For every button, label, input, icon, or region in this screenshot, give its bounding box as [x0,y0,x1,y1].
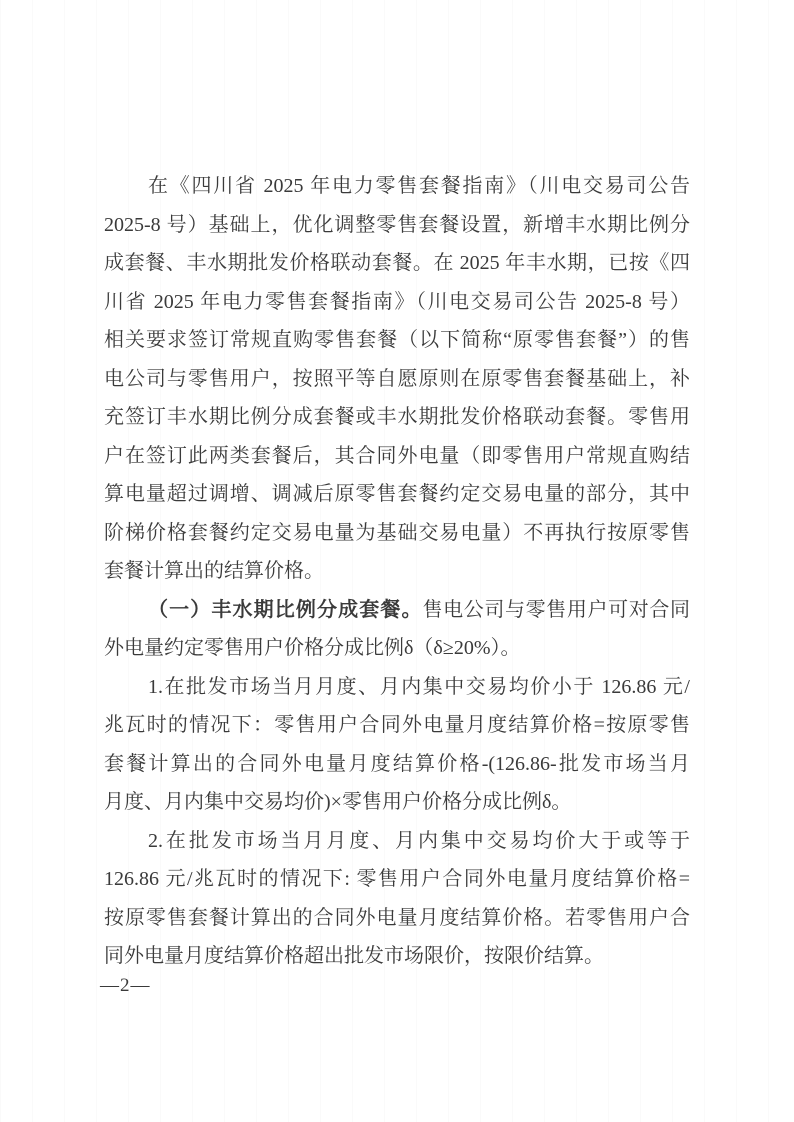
text-line [104,668,690,707]
section-heading-text: （一）丰水期比例分成套餐。 [148,598,423,621]
body-text: 充签订丰水期比例分成套餐或丰水期批发价格联动套餐。零售用 [104,406,690,428]
body-text: 126.86 元/兆瓦时的情况下: 零售用户合同外电量月度结算价格= [104,868,690,890]
body-text: 外电量约定零售用户价格分成比例δ（δ≥20%）。 [104,637,521,659]
text-line [104,514,690,553]
text-line [104,899,690,938]
body-text: 按原零售套餐计算出的合同外电量月度结算价格。若零售用户合 [104,906,690,929]
text-line [104,860,690,899]
text-line [104,475,690,514]
body-text: 售电公司与零售用户可对合同 [422,598,690,621]
text-line [104,360,690,399]
body-text: 阶梯价格套餐约定交易电量为基础交易电量）不再执行按原零售 [104,521,690,544]
text-line [104,591,690,630]
text-line [104,437,690,476]
body-text: 户在签订此两类套餐后，其合同外电量（即零售用户常规直购结 [104,444,690,467]
body-text: 2.在批发市场当月月度、月内集中交易均价大于或等于 [148,829,690,852]
body-text: 1.在批发市场当月月度、月内集中交易均价小于 126.86 元/ [148,675,690,698]
text-line [104,321,690,360]
text-line [104,552,690,591]
body-text: 成套餐、丰水期批发价格联动套餐。在 2025 年丰水期，已按《四 [104,252,690,274]
page-number: —2— [100,975,151,996]
text-line [104,822,690,861]
body-text: 在《四川省 2025 年电力零售套餐指南》（川电交易司公告 [148,175,690,197]
text-line [104,629,690,668]
body-text: 套餐计算出的结算价格。 [104,560,324,582]
document-body [104,167,690,976]
body-text: 相关要求签订常规直购零售套餐（以下简称“原零售套餐”）的售 [104,329,690,351]
text-line [104,745,690,784]
body-text: 套餐计算出的合同外电量月度结算价格-(126.86-批发市场当月 [104,752,690,775]
text-line [104,244,690,283]
body-text: 兆瓦时的情况下：零售用户合同外电量月度结算价格=按原零售 [104,714,690,736]
body-text: 同外电量月度结算价格超出批发市场限价，按限价结算。 [104,945,604,967]
body-text: 电公司与零售用户，按照平等自愿原则在原零售套餐基础上，补 [104,367,690,390]
body-text: 月度、月内集中交易均价)×零售用户价格分成比例δ。 [104,791,572,813]
text-line [104,398,690,437]
text-line [104,706,690,745]
body-text: 2025-8 号）基础上，优化调整零售套餐设置，新增丰水期比例分 [104,213,690,236]
text-line [104,167,690,206]
body-text: 川省 2025 年电力零售套餐指南》（川电交易司公告 2025-8 号） [104,290,690,313]
text-line [104,783,690,822]
text-line [104,206,690,245]
text-line [104,937,690,976]
text-line [104,283,690,322]
body-text: 算电量超过调增、调减后原零售套餐约定交易电量的部分，其中 [104,483,690,505]
